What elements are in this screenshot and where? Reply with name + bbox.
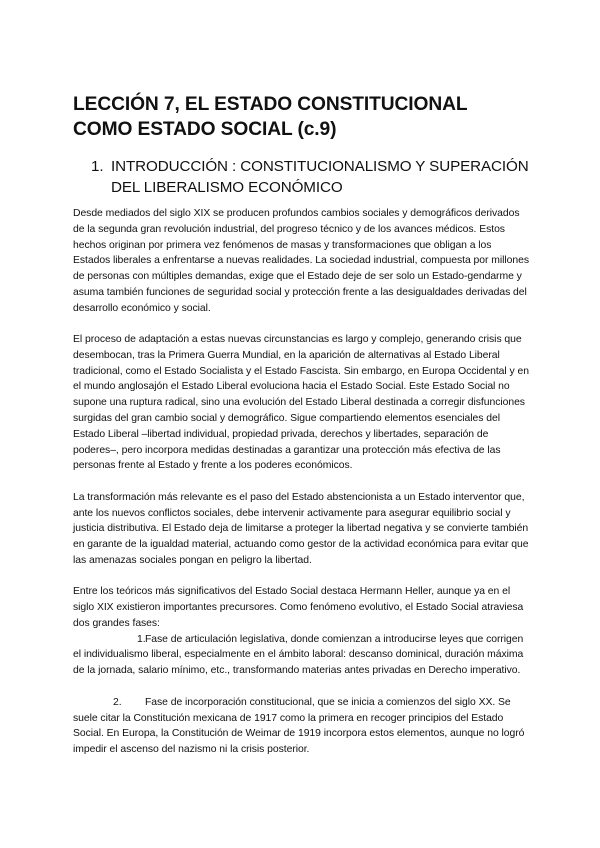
- paragraph-1: Desde mediados del siglo XIX se producen profundos cambios sociales y demográficos derivados de la segunda gran revolución industrial, del progreso técnico y de los avances médicos. Estos hechos originan por primera vez fenómenos de masas y transformaciones que obligan a los Estados liberales a enfrentarse a nuevas realidades. La sociedad industrial, compuesta por millones de personas con múltiples demandas, exige que el Estado deje de ser solo un Estado-gendarme y asuma también funciones de seguridad social y protección frente a las desigualdades derivadas del desarrollo económico y social.: [73, 208, 529, 314]
- paragraph-2: El proceso de adaptación a estas nuevas circunstancias es largo y complejo, generando crisis que desembocan, tras la Primera Guerra Mundial, en la aparición de alternativas al Estado Liberal tradicional, como el Estado Socialista y el Estado Fascista. Sin embargo, en Europa Occidental y en el mundo anglosajón el Estado Liberal evoluciona hacia el Estado Social. Este Estado Social no supone una ruptura radical, sino una evolución del Estado Liberal destinada a corregir disfunciones surgidas del gran cambio social y demográfico. Sigue compartiendo elementos esenciales del Estado Liberal –libertad individual, propiedad privada, derechos y libertades, separación de poderes–, pero incorpora medidas destinadas a garantizar una protección más efectiva de las personas frente al Estado y frente a los poderes económicos.: [73, 334, 529, 472]
- list-text-2: Fase de incorporación constitucional, que se inicia a comienzos del siglo XX. Se suele citar la Constitución mexicana de 1917 como la primera en recoger principios del Estado Social. En Europa, la Constitución de Weimar de 1919 incorpora estos elementos, aunque no logró impedir el ascenso del nazismo ni la crisis posterior.: [73, 696, 525, 756]
- document-page: [73, 92, 529, 758]
- list-item-1: [73, 632, 529, 679]
- list-item-2: [73, 695, 529, 758]
- spacer: [73, 679, 529, 695]
- list-marker-2: 2.: [113, 696, 122, 708]
- document-title: LECCIÓN 7, EL ESTADO CONSTITUCIONAL COMO ESTADO SOCIAL (c.9): [73, 94, 468, 140]
- paragraph-4: Entre los teóricos más significativos del Estado Social destaca Hermann Heller, aunque ya en el siglo XIX existieron importantes precursores. Como fenómeno evolutivo, el Estado Social atraviesa dos grandes fases:: [73, 586, 524, 629]
- section-number: 1.: [91, 158, 104, 175]
- list-marker-1: 1.: [137, 633, 146, 645]
- section-heading: [73, 156, 529, 198]
- section-title: INTRODUCCIÓN : CONSTITUCIONALISMO Y SUPERACIÓN DEL LIBERALISMO ECONÓMICO: [111, 158, 529, 196]
- paragraph-3: La transformación más relevante es el paso del Estado abstencionista a un Estado interventor que, ante los nuevos conflictos sociales, debe intervenir activamente para asegurar equilibrio social y justicia distributiva. El Estado deja de limitarse a proteger la libertad negativa y se convierte también en garante de la igualdad material, actuando como gestor de la actividad económica para evitar que las amenazas sociales pongan en peligro la libertad.: [73, 491, 529, 566]
- list-text-1: Fase de articulación legislativa, donde comienzan a introducirse leyes que corrigen el individualismo liberal, especialmente en el ámbito laboral: descanso dominical, duración máxima de la jornada, salario mínimo, etc., transformando materias antes privadas en Derecho imperativo.: [73, 633, 524, 677]
